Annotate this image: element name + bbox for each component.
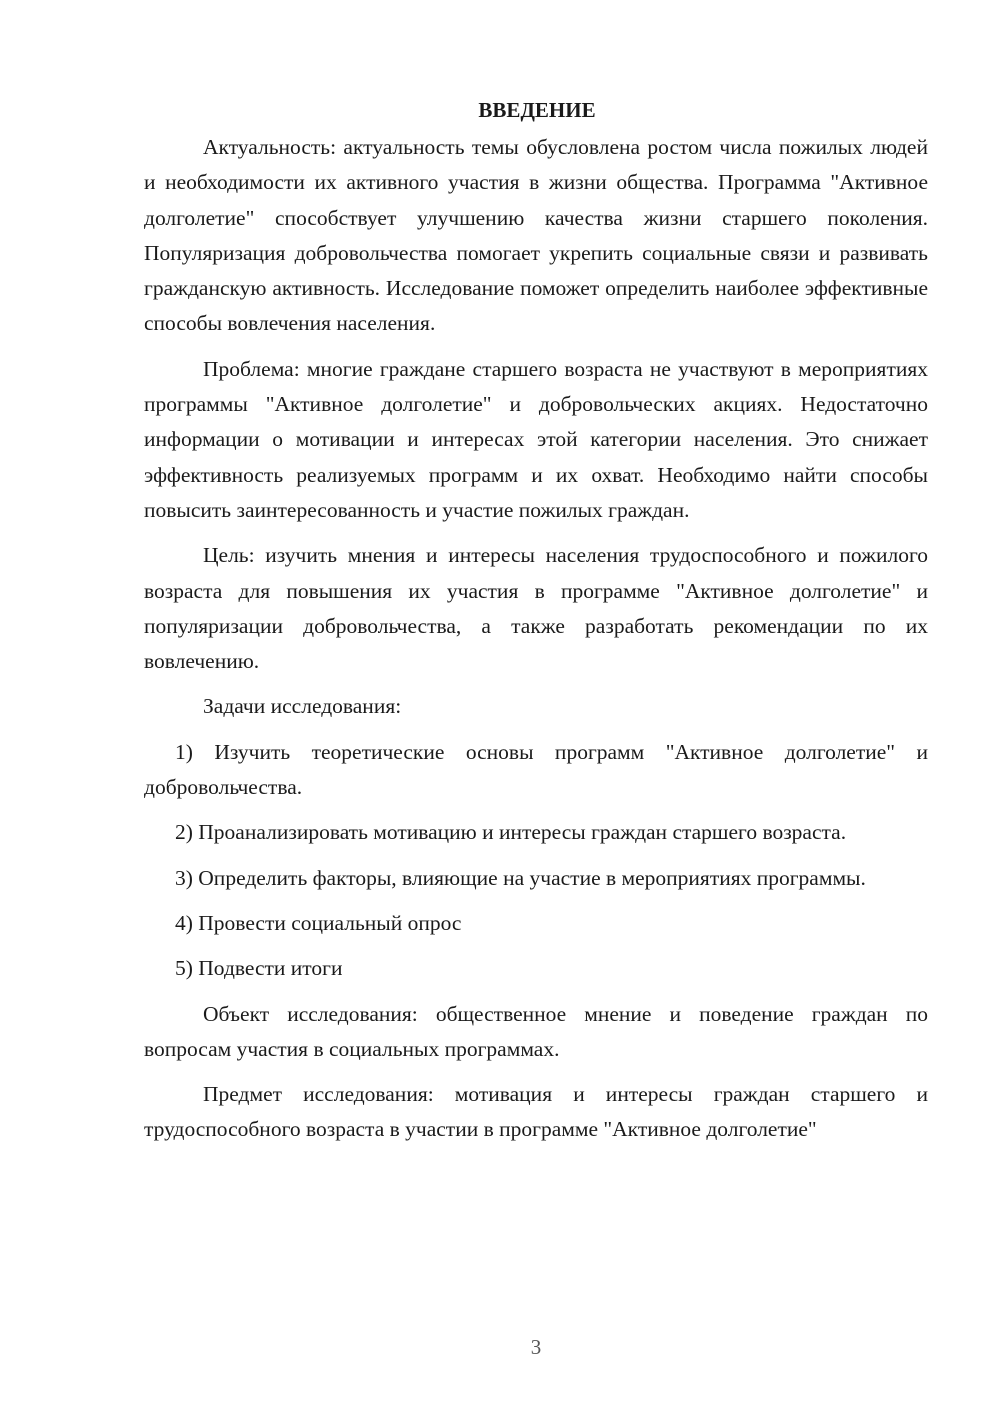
document-page <box>144 92 928 1158</box>
page-title: ВВЕДЕНИЕ <box>478 98 596 122</box>
paragraph-problem: Проблема: многие граждане старшего возраста не участвуют в мероприятиях программы "Активное долголетие" и добровольческих акциях. Недостаточно информации о мотивации и интересах этой категории населения. Это снижает эффективность реализуемых программ и их охват. Необходимо найти способы повысить заинтересованность и участие пожилых граждан. <box>144 356 928 522</box>
tasks-title: Задачи исследования: <box>203 694 402 719</box>
list-item: 5) Подвести итоги <box>175 956 343 981</box>
paragraph-goal: Цель: изучить мнения и интересы населения трудоспособного и пожилого возраста для повышения их участия в программе "Активное долголетие" и популяризации добровольчества, а также разработать рекомендации по их вовлечению. <box>144 543 928 674</box>
tasks-list <box>144 735 928 987</box>
list-item: 1) Изучить теоретические основы программ "Активное долголетие" и добровольчества. <box>144 739 928 800</box>
list-item: 2) Проанализировать мотивацию и интересы граждан старшего возраста. <box>175 820 847 845</box>
list-item: 4) Провести социальный опрос <box>175 910 462 935</box>
paragraph-subject: Предмет исследования: мотивация и интересы граждан старшего и трудоспособного возраста в участии в программе "Активное долголетие" <box>144 1082 928 1142</box>
page-number: 3 <box>530 1335 542 1359</box>
paragraph-object: Объект исследования: общественное мнение и поведение граждан по вопросам участия в социальных программах. <box>144 1001 928 1061</box>
paragraph-relevance: Актуальность: актуальность темы обусловлена ростом числа пожилых людей и необходимости их активного участия в жизни общества. Программа "Активное долголетие" способствует улучшению качества жизни старшего поколения. Популяризация добровольчества помогает укрепить социальные связи и развивать гражданскую активность. Исследование поможет определить наиболее эффективные способы вовлечения населения. <box>144 135 928 336</box>
list-item: 3) Определить факторы, влияющие на участие в мероприятиях программы. <box>175 865 866 890</box>
